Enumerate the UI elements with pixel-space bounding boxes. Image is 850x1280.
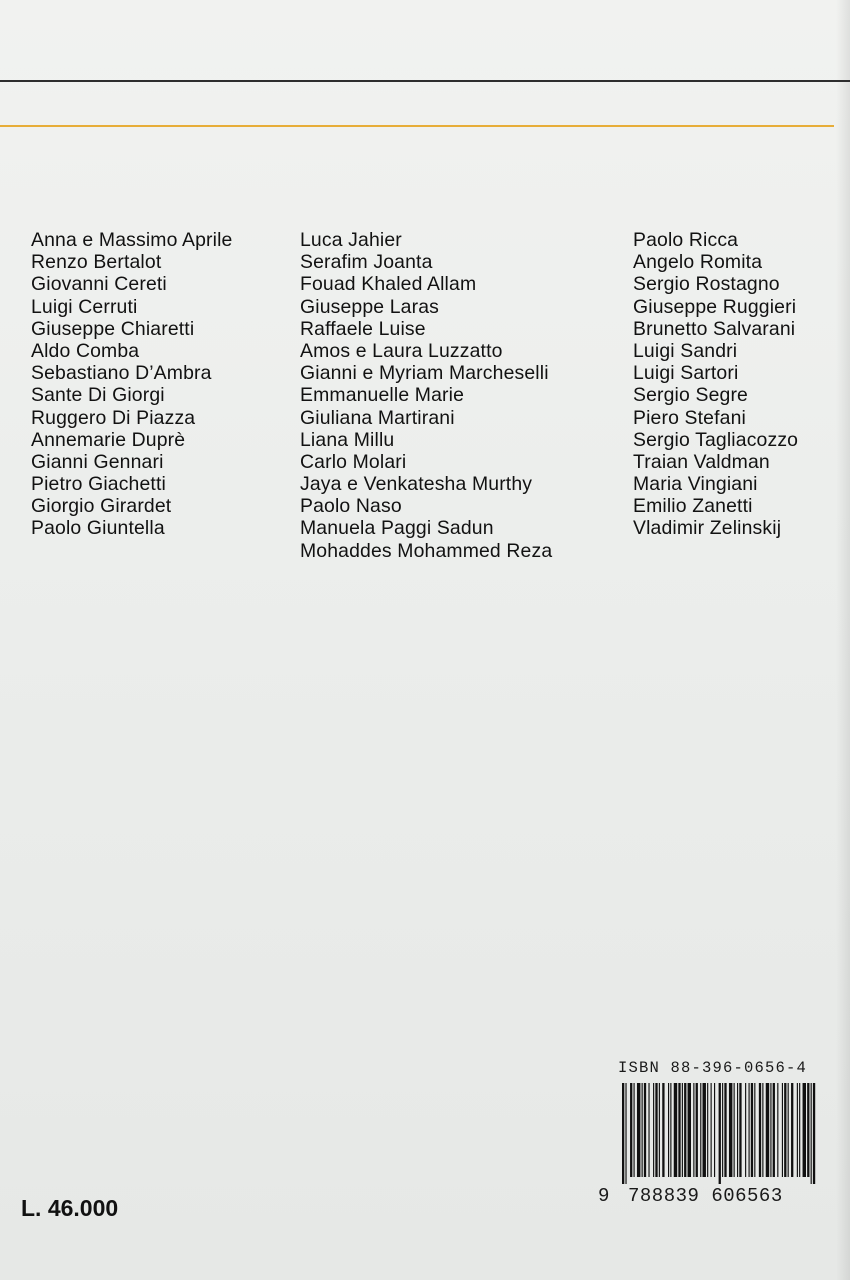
contributor-name: Giuliana Martirani [300, 406, 455, 429]
contributor-name: Paolo Ricca [633, 229, 739, 251]
barcode-bar [622, 1083, 624, 1184]
contributor-name: Sergio Tagliacozzo [633, 428, 799, 451]
barcode-bar [751, 1083, 753, 1177]
top-dark-rule [0, 80, 850, 82]
contributor-name: Giovanni Cereti [31, 273, 167, 296]
contributor-name: Giorgio Girardet [31, 495, 172, 518]
barcode-bar [674, 1083, 677, 1177]
barcode-bar [791, 1083, 793, 1177]
barcode-bar [797, 1083, 798, 1177]
contributor-name: Maria Vingiani [633, 473, 758, 496]
cover-edge-shadow [836, 0, 850, 1280]
contributor-name: Sergio Rostagno [633, 273, 780, 296]
barcode-bar [799, 1083, 800, 1177]
barcode-bar [734, 1083, 735, 1177]
barcode-bar [803, 1083, 806, 1177]
contributor-name: Renzo Bertalot [31, 251, 162, 274]
contributor-name: Emmanuelle Marie [300, 384, 465, 407]
contributors-column-3 [633, 229, 798, 540]
barcode [620, 1083, 816, 1184]
contributor-name: Amos e Laura Luzzatto [300, 339, 503, 362]
contributor-name: Anna e Massimo Aprile [31, 229, 233, 251]
contributor-name: Fouad Khaled Allam [300, 273, 477, 296]
contributor-name: Giuseppe Ruggieri [633, 295, 797, 318]
barcode-bar [700, 1083, 701, 1177]
contributor-name: Sergio Segre [633, 384, 748, 407]
contributor-name: Emilio Zanetti [633, 495, 753, 518]
contributor-name: Sebastiano D’Ambra [31, 362, 212, 385]
barcode-bar [788, 1083, 789, 1177]
contributor-name: Gianni Gennari [31, 450, 164, 473]
barcode-bar [644, 1083, 646, 1177]
barcode-bar [648, 1083, 649, 1177]
barcode-bar [668, 1083, 669, 1177]
contributor-name: Traian Valdman [633, 450, 770, 473]
barcode-bar [722, 1083, 723, 1177]
barcode-bar [642, 1083, 643, 1177]
barcode-bar [777, 1083, 778, 1177]
barcode-bar [653, 1083, 654, 1177]
barcode-bar [737, 1083, 738, 1177]
contributor-name: Luigi Sartori [633, 362, 739, 385]
barcode-bar [719, 1083, 721, 1184]
contributor-name: Sante Di Giorgi [31, 384, 165, 407]
barcode-bar [766, 1083, 769, 1177]
barcode-first-digit: 9 [598, 1185, 610, 1207]
barcode-bar [811, 1083, 812, 1184]
contributor-name: Annemarie Duprè [31, 428, 186, 451]
barcode-bar [625, 1083, 626, 1184]
barcode-bar [759, 1083, 761, 1177]
barcode-bar [813, 1083, 815, 1184]
barcode-bar [714, 1083, 715, 1177]
contributor-name: Paolo Naso [300, 495, 402, 518]
contributor-name: Carlo Molari [300, 450, 407, 473]
barcode-bar [634, 1083, 635, 1177]
contributor-name: Luigi Cerruti [31, 295, 138, 318]
barcode-bar [670, 1083, 671, 1177]
contributor-name: Brunetto Salvarani [633, 317, 796, 340]
barcode-bar [630, 1083, 632, 1177]
barcode-bar [655, 1083, 657, 1177]
barcode-bar [749, 1083, 750, 1177]
barcode-bar [637, 1083, 640, 1177]
contributors-column-2 [300, 229, 552, 562]
contributor-name: Jaya e Venkatesha Murthy [300, 473, 533, 496]
barcode-bar [724, 1083, 726, 1177]
barcode-bar [696, 1083, 698, 1177]
contributor-name: Gianni e Myriam Marcheselli [300, 362, 549, 385]
contributor-name: Paolo Giuntella [31, 517, 165, 540]
contributor-name: Piero Stefani [633, 406, 746, 429]
top-gold-rule [0, 125, 834, 127]
barcode-bar [729, 1083, 732, 1177]
contributor-name: Raffaele Luise [300, 317, 426, 340]
contributor-name: Giuseppe Laras [300, 295, 439, 318]
contributor-name: Serafim Joanta [300, 251, 433, 274]
barcode-digits: 788839 606563 [628, 1185, 783, 1207]
contributor-name: Giuseppe Chiaretti [31, 317, 195, 340]
contributor-name: Angelo Romita [633, 251, 763, 274]
barcode-bar [807, 1083, 809, 1177]
barcode-bar [745, 1083, 746, 1177]
barcode-bar [662, 1083, 664, 1177]
contributor-name: Mohaddes Mohammed Reza [300, 539, 553, 562]
barcode-bar [739, 1083, 741, 1177]
barcode-bar [682, 1083, 683, 1177]
barcode-bar [754, 1083, 755, 1177]
contributor-name: Manuela Paggi Sadun [300, 517, 494, 540]
barcode-bar [693, 1083, 694, 1177]
barcode-bar [770, 1083, 771, 1177]
contributors-column-1 [31, 229, 232, 540]
contributor-name: Vladimir Zelinskij [633, 517, 782, 540]
barcode-bar [707, 1083, 708, 1177]
barcode-bar [784, 1083, 786, 1177]
contributor-name: Pietro Giachetti [31, 473, 166, 496]
barcode-bar [782, 1083, 783, 1177]
contributor-name: Aldo Comba [31, 339, 140, 362]
barcode-bar [688, 1083, 691, 1177]
barcode-bar [703, 1083, 706, 1177]
contributor-name: Luigi Sandri [633, 339, 738, 362]
barcode-bar [684, 1083, 686, 1177]
price: L. 46.000 [21, 1195, 119, 1221]
contributor-name: Ruggero Di Piazza [31, 406, 196, 429]
barcode-bar [678, 1083, 680, 1177]
barcode-bar [711, 1083, 712, 1177]
barcode-bar [773, 1083, 775, 1177]
contributor-name: Liana Millu [300, 428, 395, 451]
isbn-label: ISBN 88-396-0656-4 [618, 1059, 808, 1077]
barcode-bar [659, 1083, 660, 1177]
barcode-bar [762, 1083, 763, 1177]
contributor-name: Luca Jahier [300, 229, 402, 251]
